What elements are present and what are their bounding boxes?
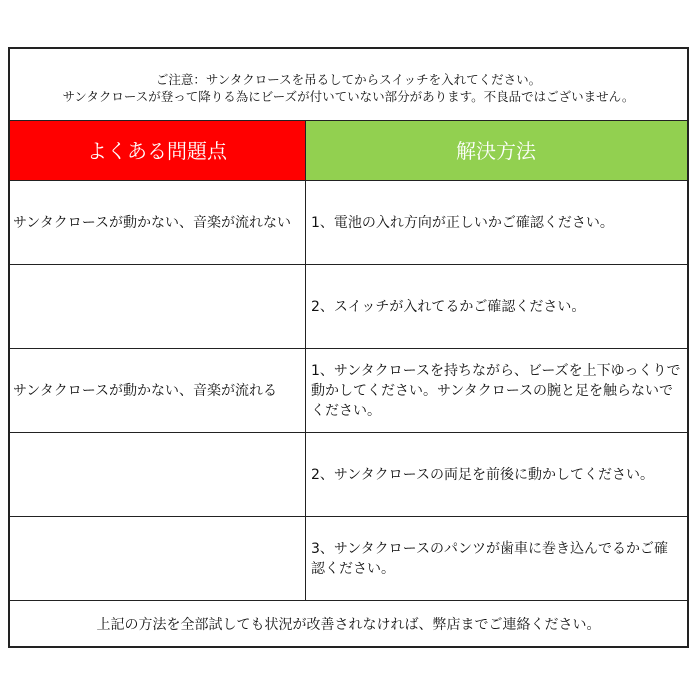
faq-table [10, 121, 687, 601]
contact-footer [10, 601, 687, 646]
solution-cell: 1、電池の入れ方向が正しいかご確認ください。 [311, 214, 614, 231]
table-row [10, 349, 687, 433]
footer-text: 上記の方法を全部試しても状況が改善されなければ、弊店までご連絡ください。 [96, 616, 601, 633]
notice-box [10, 49, 687, 121]
table-row [10, 181, 687, 265]
table-row [10, 265, 687, 349]
solution-column-header: 解決方法 [306, 121, 687, 180]
solution-cell: 2、サンタクロースの両足を前後に動かしてください。 [311, 466, 654, 483]
solution-cell: 1、サンタクロースを持ちながら、ビーズを上下ゆっくりで動かしてください。サンタクロースの腕と足を触らないでください。 [311, 362, 681, 419]
table-row [10, 517, 687, 601]
problem-cell [10, 265, 306, 348]
problem-cell [10, 517, 306, 600]
solution-cell: 3、サンタクロースのパンツが歯車に巻き込んでるかご確認ください。 [311, 540, 668, 577]
solution-cell: 2、スイッチが入れてるかご確認ください。 [311, 298, 586, 315]
problem-cell: サンタクロースが動かない、音楽が流れない [10, 181, 306, 264]
table-row [10, 433, 687, 517]
problem-cell [10, 433, 306, 516]
notice-line-1: ご注意：サンタクロースを吊るしてからスイッチを入れてください。 [155, 71, 542, 87]
faq-sheet [8, 47, 689, 648]
problem-cell: サンタクロースが動かない、音楽が流れる [10, 349, 306, 432]
problem-column-header: よくある問題点 [10, 121, 306, 180]
notice-line-2: サンタクロースが登って降りる為にビーズが付いていない部分があります。不良品ではございません。 [62, 88, 635, 104]
table-header-row [10, 121, 687, 181]
